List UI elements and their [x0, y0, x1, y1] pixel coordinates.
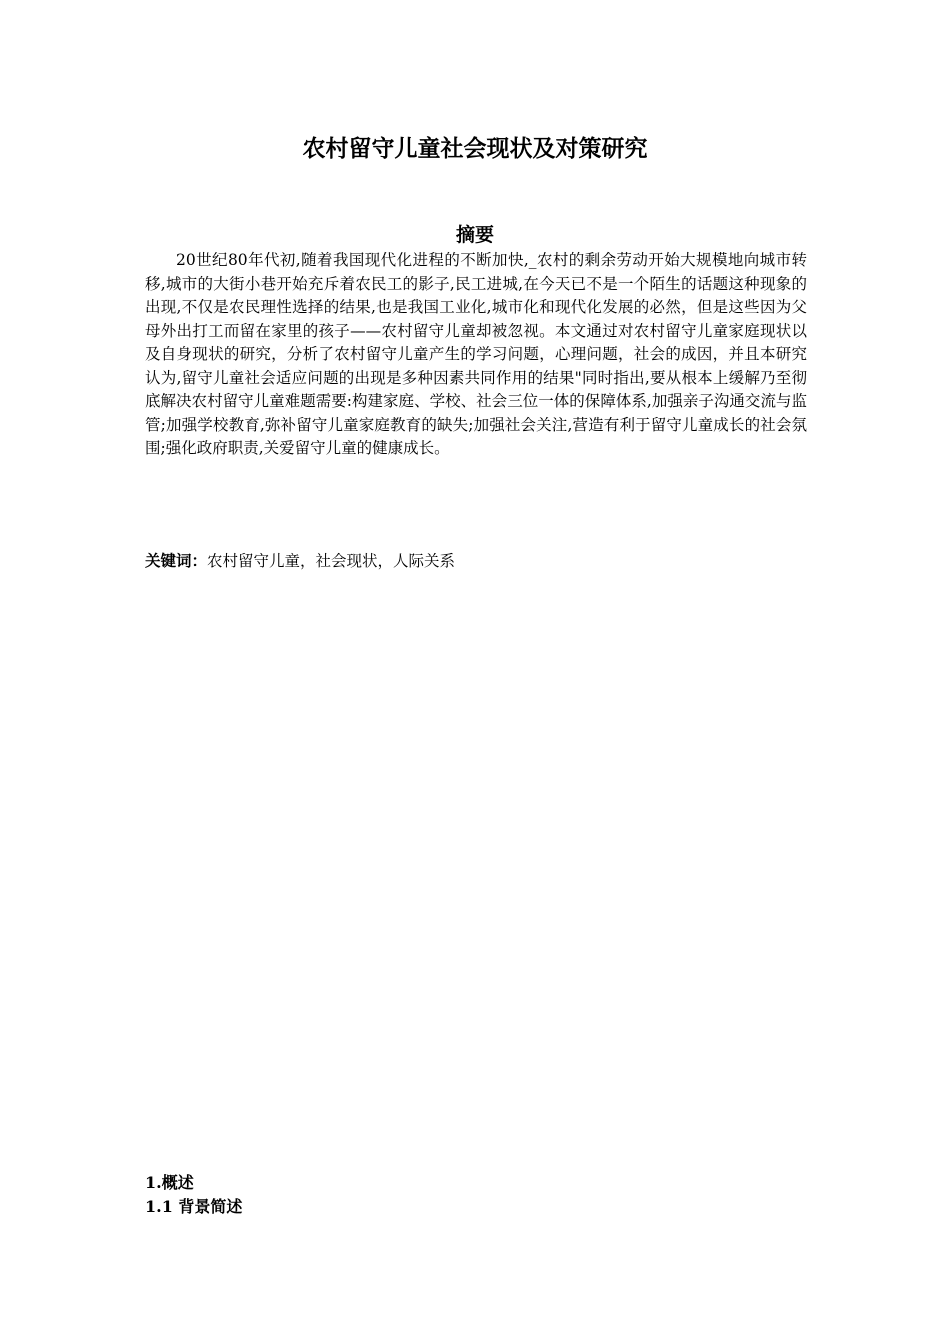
keywords-separator: ：: [191, 552, 208, 570]
keywords-label: 关键词: [145, 552, 192, 570]
keywords-text: 农村留守儿童，社会现状，人际关系: [207, 552, 456, 570]
keywords-line: [145, 549, 807, 573]
abstract-body: 20世纪80年代初,随着我国现代化进程的不断加快,_农村的剩余劳动开始大规模地向城市转移,城市的大街小巷开始充斥着农民工的影子,民工进城,在今天已不是一个陌生的话题这种现象的出现,不仅是农民理性选择的结果,也是我国工业化,城市化和现代化发展的必然，但是这些因为父母外出打工而留在家里的孩子——农村留守儿童却被忽视。本文通过对农村留守儿童家庭现状以及自身现状的研究，分析了农村留守儿童产生的学习问题，心理问题，社会的成因，并且本研究认为,留守儿童社会适应问题的出现是多种因素共同作用的结果"同时指出,要从根本上缓解乃至彻底解决农村留守儿童难题需要:构建家庭、学校、社会三位一体的保障体系,加强亲子沟通交流与监管;加强学校教育,弥补留守儿童家庭教育的缺失;加强社会关注,营造有利于留守儿童成长的社会氛围;强化政府职责,关爱留守儿童的健康成长。: [145, 251, 807, 457]
abstract-heading: 摘要: [455, 224, 494, 246]
document-title: 农村留守儿童社会现状及对策研究: [302, 136, 648, 162]
section-heading-1-1: 1.1 背景简述: [145, 1197, 243, 1216]
section-heading-1: 1.概述: [145, 1173, 194, 1192]
